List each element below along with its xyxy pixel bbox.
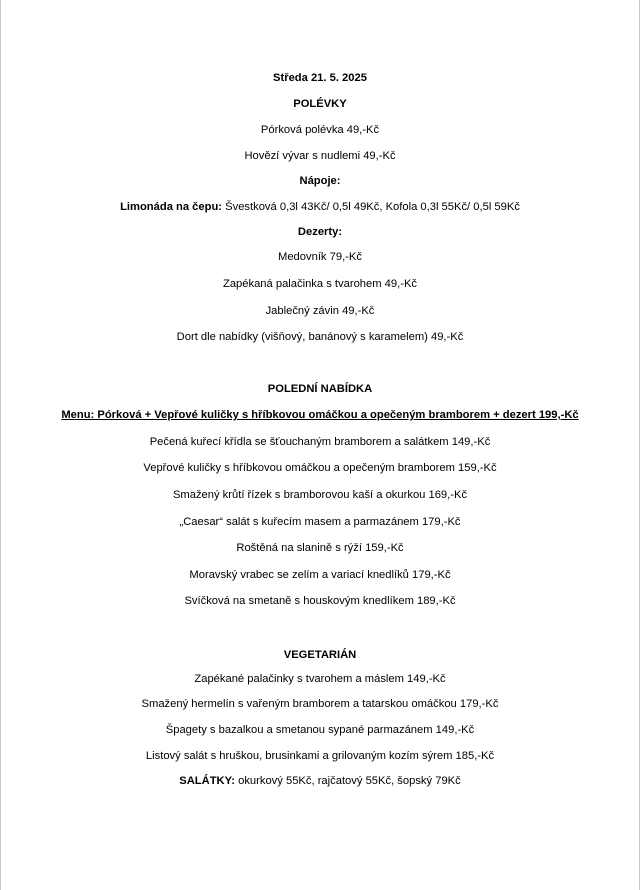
vegetarian-heading: VEGETARIÁN xyxy=(283,649,357,661)
vegetarian-item: Listový salát s hruškou, brusinkami a grilovaným kozím sýrem 185,-Kč xyxy=(145,750,495,762)
dessert-item: Dort dle nabídky (višňový, banánový s karamelem) 49,-Kč xyxy=(176,331,464,343)
dessert-item: Medovník 79,-Kč xyxy=(278,251,362,263)
lunch-item: „Caesar“ salát s kuřecím masem a parmazánem 179,-Kč xyxy=(179,516,461,528)
salads-label: SALÁTKY: xyxy=(179,775,235,787)
lunch-item: Pečená kuřecí křídla se šťouchaným bramborem a salátkem 149,-Kč xyxy=(149,436,491,448)
lemonade-line xyxy=(0,200,640,214)
lunch-menu-line: Menu: Pórková + Vepřové kuličky s hříbkovou omáčkou a opečeným bramborem + dezert 199,-Kč xyxy=(61,409,579,421)
vegetarian-item: Zapékané palačinky s tvarohem a máslem 149,-Kč xyxy=(194,673,446,685)
soups-heading: POLÉVKY xyxy=(293,98,347,110)
salads-text: okurkový 55Kč, rajčatový 55Kč, šopský 79Kč xyxy=(235,775,461,787)
vegetarian-item: Smažený hermelín s vařeným bramborem a tatarskou omáčkou 179,-Kč xyxy=(141,698,499,710)
desserts-heading: Dezerty: xyxy=(297,226,343,238)
soup-item: Pórková polévka 49,-Kč xyxy=(260,124,380,136)
drinks-heading: Nápoje: xyxy=(299,175,341,187)
lunch-item: Vepřové kuličky s hříbkovou omáčkou a opečeným bramborem 159,-Kč xyxy=(143,462,497,474)
lunch-item: Moravský vrabec se zelím a variací knedlíků 179,-Kč xyxy=(189,569,451,581)
vegetarian-item: Špagety s bazalkou a smetanou sypané parmazánem 149,-Kč xyxy=(165,724,475,736)
dessert-item: Jablečný závin 49,-Kč xyxy=(265,305,375,317)
lunch-item: Svíčková na smetaně s houskovým knedlíkem 189,-Kč xyxy=(184,595,456,607)
lunch-item: Roštěná na slanině s rýží 159,-Kč xyxy=(236,542,404,554)
dessert-item: Zapékaná palačinka s tvarohem 49,-Kč xyxy=(222,278,418,290)
salads-line xyxy=(0,774,640,788)
lemonade-label: Limonáda na čepu: xyxy=(120,201,223,213)
lunch-item: Smažený krůtí řízek s bramborovou kaší a okurkou 169,-Kč xyxy=(172,489,468,501)
date-heading: Středa 21. 5. 2025 xyxy=(273,72,367,84)
lemonade-text: Švestková 0,3l 43Kč/ 0,5l 49Kč, Kofola 0,3l 55Kč/ 0,5l 59Kč xyxy=(222,201,520,213)
soup-item: Hovězí vývar s nudlemi 49,-Kč xyxy=(244,150,396,162)
lunch-heading: POLEDNÍ NABÍDKA xyxy=(267,383,373,395)
